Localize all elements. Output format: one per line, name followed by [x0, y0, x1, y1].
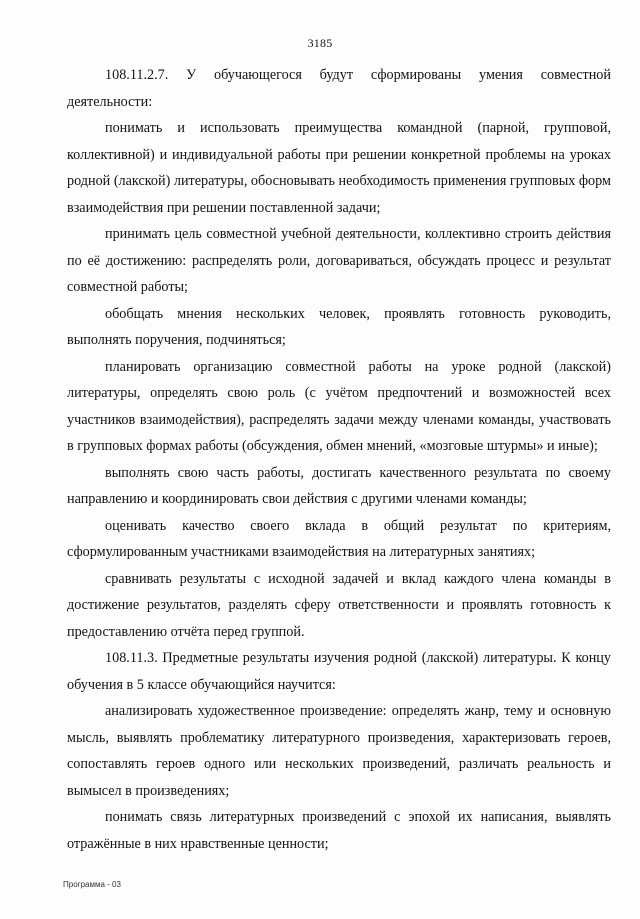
document-body [67, 62, 611, 857]
list-paragraph: сравнивать результаты с исходной задачей и вклад каждого члена команды в достижение результатов, разделять сферу ответственности и проявлять готовность к предоставлению отчёта перед группой. [67, 570, 611, 640]
list-paragraph: принимать цель совместной учебной деятельности, коллективно строить действия по её достижению: распределять роли, договариваться, обсуждать процесс и результат совместной работы; [67, 226, 611, 295]
list-paragraph: анализировать художественное произведение: определять жанр, тему и основную мысль, выявлять проблематику литературного произведения, характеризовать героев, сопоставлять героев одного или нескольких произведений, различать реальность и вымысел в произведениях; [67, 703, 611, 799]
page-footer: Программа - 03 [63, 880, 121, 889]
list-paragraph: обобщать мнения нескольких человек, проявлять готовность руководить, выполнять поручения, подчиняться; [67, 305, 611, 348]
list-paragraph: понимать связь литературных произведений с эпохой их написания, выявлять отражённые в них нравственные ценности; [67, 809, 611, 852]
list-paragraph: оценивать качество своего вклада в общий результат по критериям, сформулированным участниками взаимодействия на литературных занятиях; [67, 517, 611, 560]
section-heading-paragraph: 108.11.3. Предметные результаты изучения родной (лакской) литературы. К концу обучения в 5 классе обучающийся научится: [67, 650, 611, 693]
page-number: 3185 [307, 36, 333, 50]
section-heading-paragraph: 108.11.2.7. У обучающегося будут сформированы умения совместной деятельности: [67, 67, 611, 110]
list-paragraph: понимать и использовать преимущества командной (парной, групповой, коллективной) и индивидуальной работы при решении конкретной проблемы на уроках родной (лакской) литературы, обосновывать необходимость применения групповых форм взаимодействия при решении поставленной задачи; [67, 120, 612, 216]
list-paragraph: выполнять свою часть работы, достигать качественного результата по своему направлению и координировать свои действия с другими членами команды; [67, 464, 611, 507]
list-paragraph: планировать организацию совместной работы на уроке родной (лакской) литературы, определять свою роль (с учётом предпочтений и возможностей всех участников взаимодействия), распределять задачи между членами команды, участвовать в групповых формах работы (обсуждения, обмен мнений, «мозговые штурмы» и иные); [67, 358, 611, 454]
